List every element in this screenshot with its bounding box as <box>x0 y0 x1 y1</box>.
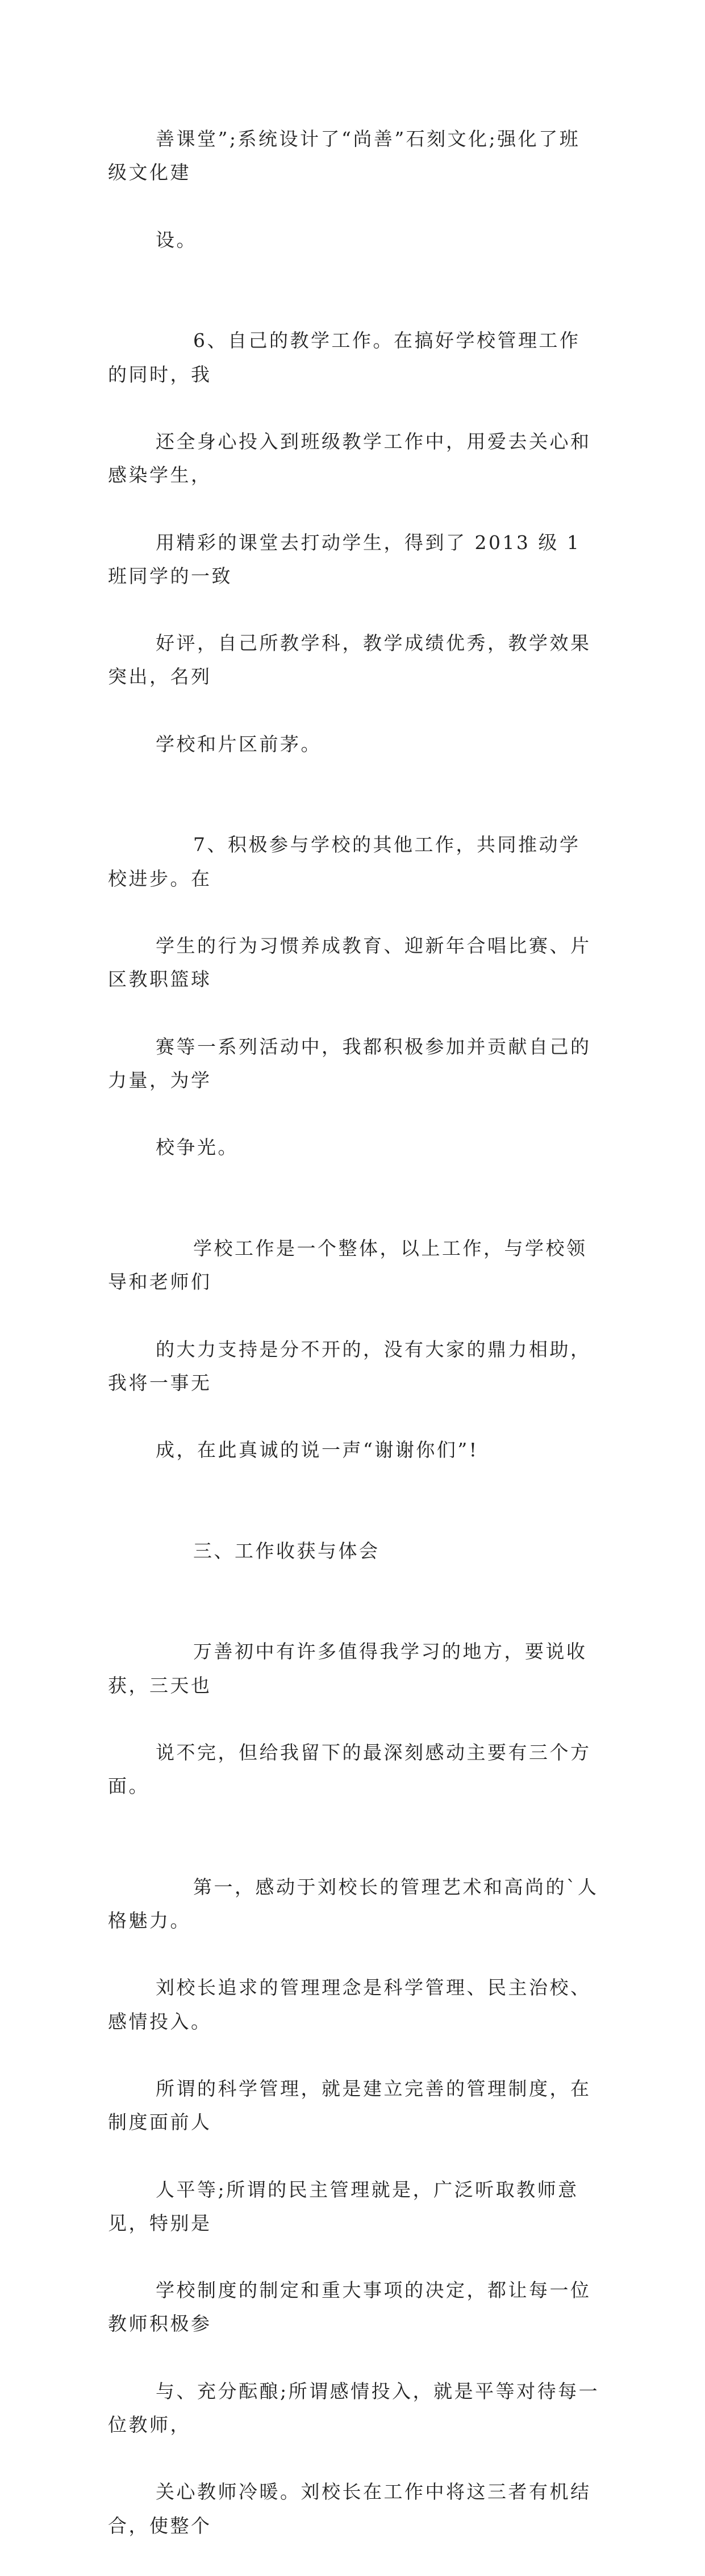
line: 万善初中有许多值得我学习的地方，要说收获，三天也 <box>108 1640 587 1697</box>
line: 设。 <box>155 228 197 251</box>
line: 所谓的科学管理，就是建立完善的管理制度，在制度面前人 <box>108 2077 591 2134</box>
line: 学校制度的制定和重大事项的决定，都让每一位教师积极参 <box>108 2279 591 2335</box>
line: 6、自己的教学工作。在搞好学校管理工作的同时，我 <box>108 329 581 386</box>
line: 赛等一系列活动中，我都积极参加并贡献自己的力量，为学 <box>108 1035 591 1091</box>
paragraph-4 <box>108 1198 600 1501</box>
line: 校争光。 <box>155 1136 239 1159</box>
line: 善课堂”;系统设计了“尚善”石刻文化;强化了班级文化建 <box>108 128 581 184</box>
section-heading <box>108 1501 600 1602</box>
line: 说不完，但给我留下的最深刻感动主要有三个方面。 <box>108 1741 591 1798</box>
line: 用精彩的课堂去打动学生，得到了 2013 级 1 班同学的一致 <box>108 531 589 587</box>
paragraph-7 <box>108 1837 600 2576</box>
line: 关心教师冷暖。刘校长在工作中将这三者有机结合，使整个 <box>108 2481 591 2537</box>
paragraph-2 <box>108 290 600 794</box>
line: 三、工作收获与体会 <box>193 1539 380 1562</box>
line: 成，在此真诚的说一声“谢谢你们”! <box>155 1439 479 1461</box>
line: 学校和片区前茅。 <box>155 732 322 755</box>
document-body <box>108 89 600 2576</box>
paragraph-3 <box>108 794 600 1197</box>
line: 7、积极参与学校的其他工作，共同推动学校进步。在 <box>108 833 581 890</box>
paragraph-1 <box>108 89 600 290</box>
paragraph-6 <box>108 1601 600 1836</box>
line: 好评，自己所教学科，教学成绩优秀，教学效果突出，名列 <box>108 632 591 688</box>
line: 学校工作是一个整体，以上工作，与学校领导和老师们 <box>108 1237 587 1293</box>
line: 人平等;所谓的民主管理就是，广泛听取教师意见，特别是 <box>108 2178 579 2234</box>
line: 刘校长追求的管理理念是科学管理、民主治校、感情投入。 <box>108 1976 591 2033</box>
line: 第一，感动于刘校长的管理艺术和高尚的`人格魅力。 <box>108 1875 599 1932</box>
line: 学生的行为习惯养成教育、迎新年合唱比赛、片区教职篮球 <box>108 935 591 991</box>
line: 与、充分酝酿;所谓感情投入，就是平等对待每一位教师， <box>108 2380 600 2436</box>
line: 还全身心投入到班级教学工作中，用爱去关心和感染学生， <box>108 430 591 487</box>
line: 的大力支持是分不开的，没有大家的鼎力相助，我将一事无 <box>108 1338 591 1394</box>
